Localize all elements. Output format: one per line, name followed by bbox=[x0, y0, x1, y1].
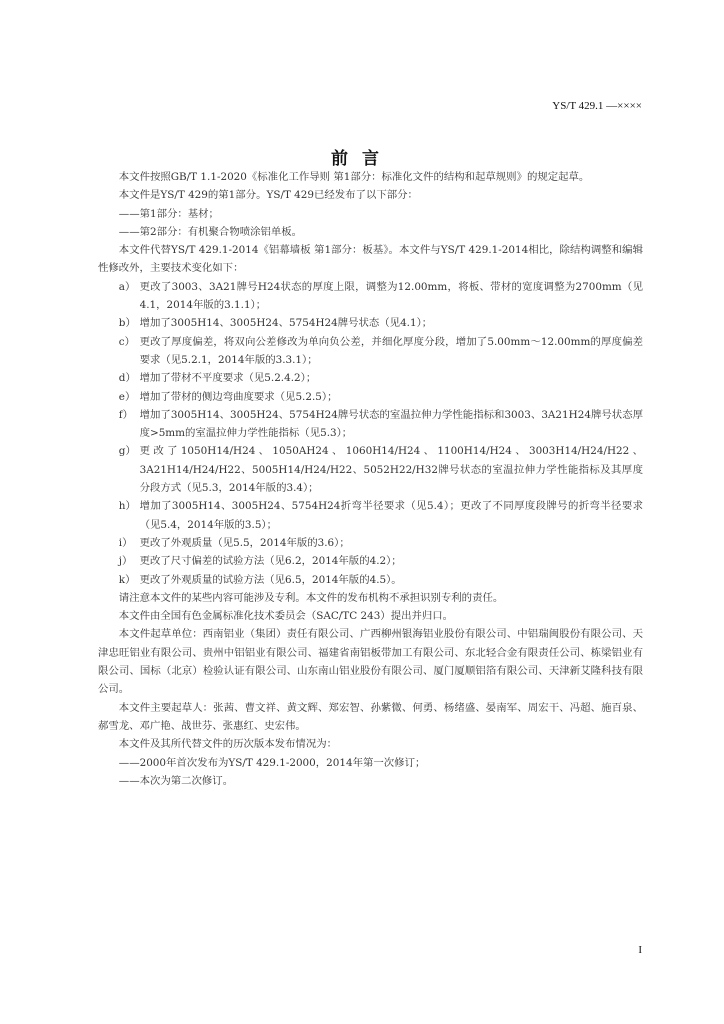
list-item-part: ——第2部分：有机聚合物喷涂铝单板。 bbox=[118, 225, 303, 238]
change-item-label: j） bbox=[118, 555, 133, 568]
change-item bbox=[98, 278, 643, 315]
change-item bbox=[98, 314, 643, 332]
paragraph-drafters: 本文件主要起草人：张茜、曹文祥、黄文辉、郑宏智、孙紫微、何勇、杨绪盛、晏南军、周宏干、冯超、施百泉、郝雪龙、邓广艳、战世芬、张惠红、史宏伟。 bbox=[98, 701, 643, 732]
change-item bbox=[98, 369, 643, 387]
change-item-label: b） bbox=[118, 317, 136, 330]
change-item bbox=[98, 497, 643, 534]
list-item-history: ——2000年首次发布为YS/T 429.1-2000，2014年第一次修订； bbox=[118, 756, 426, 769]
paragraph-drafting-rules: 本文件按照GB/T 1.1-2020《标准化工作导则 第1部分：标准化文件的结构和起草规则》的规定起草。 bbox=[118, 171, 590, 183]
paragraph-patent-notice: 请注意本文件的某些内容可能涉及专利。本文件的发布机构不承担识别专利的责任。 bbox=[118, 591, 504, 604]
change-item bbox=[98, 552, 643, 570]
paragraph-history-intro: 本文件及其所代替文件的历次版本发布情况为： bbox=[118, 738, 337, 751]
change-item-text: 更改了厚度偏差，将双向公差修改为单向负公差，并细化厚度分段，增加了5.00mm～12.00mm的厚度偏差要求（见5.2.1，2014年版的3.3.1）； bbox=[139, 335, 643, 366]
change-item-label: c） bbox=[118, 335, 136, 348]
change-item-text: 更改了外观质量的试验方法（见6.5，2014年版的4.5）。 bbox=[139, 573, 402, 586]
change-item bbox=[98, 388, 643, 406]
change-item-label: k） bbox=[118, 573, 136, 586]
change-item-label: g） bbox=[118, 445, 136, 458]
change-item bbox=[98, 333, 643, 370]
change-item bbox=[98, 442, 643, 497]
section-title: 前言 bbox=[331, 149, 393, 169]
change-item-label: h） bbox=[118, 500, 136, 513]
page-number: I bbox=[638, 944, 642, 956]
change-item-label: a） bbox=[118, 280, 136, 293]
document-body bbox=[98, 168, 643, 790]
paragraph-proposer: 本文件由全国有色金属标准化技术委员会（SAC/TC 243）提出并归口。 bbox=[118, 610, 454, 623]
change-item-text: 增加了3005H14、3005H24、5754H24牌号状态（见4.1）； bbox=[139, 317, 433, 330]
change-item-label: e） bbox=[118, 390, 136, 403]
list-item-history: ——本次为第二次修订。 bbox=[118, 774, 234, 787]
change-item-text: 增加了3005H14、3005H24、5754H24折弯半径要求（见5.4）；更改了不同厚度段牌号的折弯半径要求（见5.4，2014年版的3.5）； bbox=[139, 500, 643, 531]
change-item-text: 更改了3003、3A21牌号H24状态的厚度上限，调整为12.00mm，将板、带材的宽度调整为2700mm（见4.1，2014年版的3.1.1）； bbox=[139, 280, 643, 312]
change-item-text: 增加了带材不平度要求（见5.2.4.2）； bbox=[139, 372, 317, 385]
change-item-text: 更改了外观质量（见5.5，2014年版的3.6）； bbox=[139, 536, 350, 549]
change-item-label: d） bbox=[118, 372, 136, 385]
paragraph-part-info: 本文件是YS/T 429的第1部分。YS/T 429已经发布了以下部分： bbox=[118, 189, 418, 202]
change-item-text: 增加了3005H14、3005H24、5754H24牌号状态的室温拉伸力学性能指标和3003、3A21H24牌号状态厚度>5mm的室温拉伸力学性能指标（见5.3）； bbox=[139, 408, 643, 440]
change-item bbox=[98, 406, 643, 443]
change-item bbox=[98, 534, 643, 552]
change-item bbox=[98, 571, 643, 589]
change-item-label: f） bbox=[118, 408, 134, 421]
document-number: YS/T 429.1 —×××× bbox=[552, 100, 642, 112]
change-item-text: 更改了尺寸偏差的试验方法（见6.2，2014年版的4.2）； bbox=[139, 555, 402, 568]
paragraph-replacement: 本文件代替YS/T 429.1-2014《铝幕墙板 第1部分：板基》。本文件与YS/T 429.1-2014相比，除结构调整和编辑性修改外，主要技术变化如下： bbox=[98, 244, 643, 275]
change-item-text: 增加了带材的侧边弯曲度要求（见5.2.5）； bbox=[139, 390, 338, 403]
paragraph-drafting-units: 本文件起草单位：西南铝业（集团）责任有限公司、广西柳州银海铝业股份有限公司、中铝瑞闽股份有限公司、天津忠旺铝业有限公司、贵州中铝铝业有限公司、福建省南铝板带加工有限公司、东北轻合金有限责任公司、栋梁铝业有限公司、国标（北京）检验认证有限公司、山东南山铝业股份有限公司、厦门厦顺铝箔有限公司、天津新艾隆科技有限公司。 bbox=[98, 628, 643, 696]
list-item-part: ——第1部分：基材； bbox=[118, 207, 219, 220]
change-item-text: 更改了1050H14/H24、1050AH24、1060H14/H24、1100H14/H24、3003H14/H24/H22、3A21H14/H24/H22、5005H14/H24/H22、5052H22/H32牌号状态的室温拉伸力学性能指标及其厚度分段方式（见5.3，2014年版的3.4）； bbox=[139, 445, 643, 495]
change-item-label: i） bbox=[118, 536, 133, 549]
